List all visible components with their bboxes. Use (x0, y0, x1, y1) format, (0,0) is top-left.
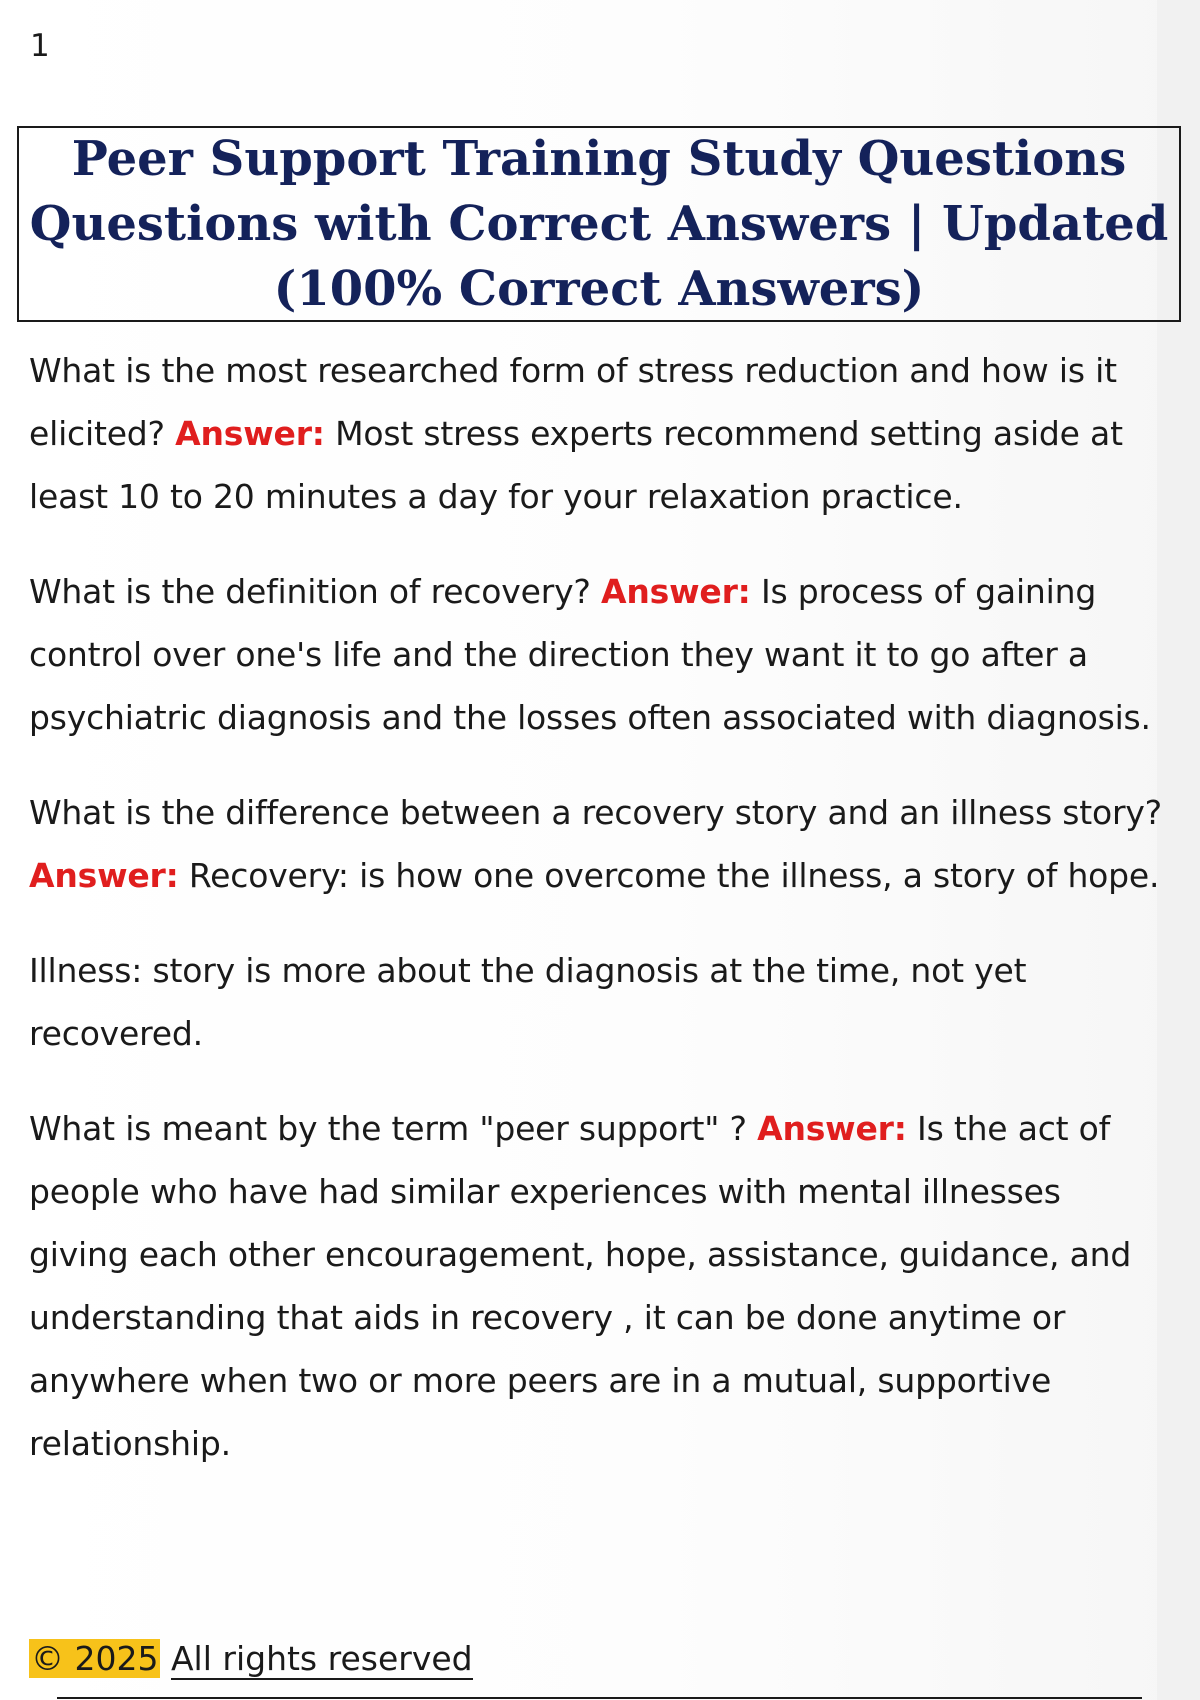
footer (29, 1637, 473, 1681)
answer-label: Answer: (601, 572, 751, 611)
footer-divider (57, 1697, 1142, 1699)
document-title-box (17, 126, 1181, 322)
answer-label: Answer: (175, 414, 325, 453)
answer-text: Is the act of people who have had similar experiences with mental illnesses giving each other encouragement, hope, assistance, guidance, and understanding that aids in recovery , it can be done anytime or anywhere when two or more peers are in a mutual, supportive relationship. (29, 1109, 1132, 1463)
page-number: 1 (30, 28, 50, 64)
answer-text: Is process of gaining control over one's life and the direction they want it to go after a psychiatric diagnosis and the losses often associated with diagnosis. (29, 572, 1151, 737)
document-title-line-2: Questions with Correct Answers | Updated (29, 195, 1169, 252)
question-text: What is the difference between a recovery story and an illness story? (29, 793, 1162, 832)
document-title-line-1: Peer Support Training Study Questions (71, 130, 1127, 187)
question-text: What is the most researched form of stress reduction and how is it elicited? (29, 351, 1117, 453)
qa-item-4 (29, 1097, 1169, 1475)
answer-text: Recovery: is how one overcome the illness, a story of hope. (188, 856, 1160, 895)
qa-item-1 (29, 339, 1169, 528)
copyright-text: All rights reserved (170, 1639, 473, 1678)
copyright-year: © 2025 (31, 1639, 159, 1678)
document-title-line-3: (100% Correct Answers) (273, 260, 925, 317)
answer-label: Answer: (29, 856, 179, 895)
question-text: What is the definition of recovery? (29, 572, 591, 611)
question-text: What is meant by the term "peer support" ? (29, 1109, 747, 1148)
answer-continuation-text: Illness: story is more about the diagnosis at the time, not yet recovered. (29, 951, 1027, 1053)
qa-item-3 (29, 781, 1169, 907)
qa-content (29, 339, 1169, 1507)
qa-item-3-continuation (29, 939, 1169, 1065)
answer-label: Answer: (757, 1109, 907, 1148)
qa-item-2 (29, 560, 1169, 749)
answer-text: Most stress experts recommend setting aside at least 10 to 20 minutes a day for your relaxation practice. (29, 414, 1123, 516)
